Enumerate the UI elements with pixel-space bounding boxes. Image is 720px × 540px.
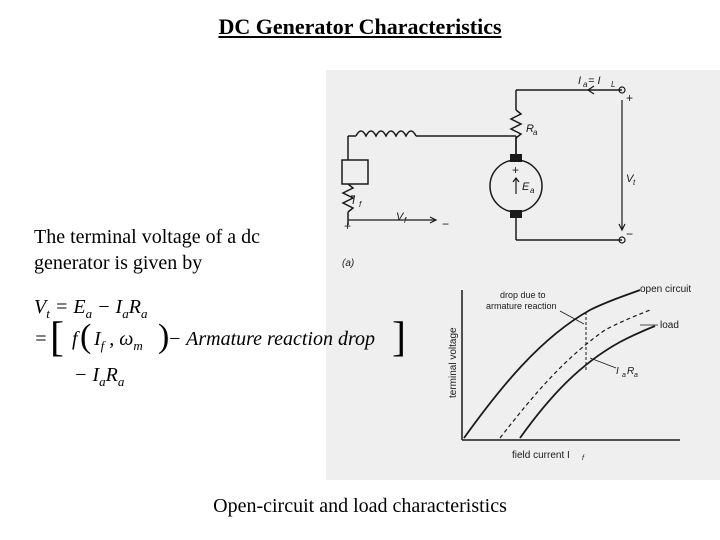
omega-symbol: , ω [109,328,134,350]
iara-label: I [616,366,619,377]
vt-sub: t [46,306,50,321]
label-ia: I [578,75,582,87]
label-vt-sub: t [633,178,636,187]
label-ra: R [526,123,534,135]
load-label: load [660,320,679,331]
x-axis-label-sub: f [582,455,584,462]
label-vf-sub: f [404,216,407,225]
armature-brush-bottom [510,210,522,218]
label-ia-sub: a [583,80,588,89]
plus-sign-field: + [344,219,352,233]
body-text: The terminal voltage of a dc generator is given by [34,226,261,274]
open-circuit-curve [464,290,640,438]
iara-sub1: a [622,372,626,379]
label-ra-sub: a [533,128,538,137]
left-paren: ( [80,318,92,355]
field-rheostat-box [342,160,368,184]
label-vt: V [626,173,634,185]
left-bracket: [ [50,315,64,361]
ra-sub: a [140,306,148,321]
ia-sub: a [122,306,129,321]
ia-symbol: − I [97,296,123,318]
figure-caption: Open-circuit and load characteristics [213,495,507,517]
plus-sign-terminal: + [626,91,634,105]
ra-symbol: R [128,296,141,318]
label-if: I [352,195,356,207]
plus-sign-armature: + [512,163,520,177]
label-ea-sub: a [530,186,535,195]
label-ea: E [522,181,530,193]
omega-sub: m [133,338,143,353]
formula-line-2 [34,328,48,351]
ia-sub-2: a [99,374,106,389]
ea-symbol: = E [54,296,86,318]
ra-symbol-2: R [105,364,118,386]
formula-line-2-args [94,328,143,354]
armature-reaction-drop: − Armature reaction drop [168,328,376,350]
x-axis-label: field current I [512,450,570,461]
panel-label-a: (a) [342,258,355,269]
ia-symbol-2: − I [74,364,100,386]
iara-r: R [627,366,635,377]
if-sub: f [100,338,105,353]
open-circuit-label: open circuit [640,284,692,295]
terminal-voltage-formula [30,292,410,392]
armature-reaction-label-2: armature reaction [486,301,557,311]
formula-line-3 [74,364,124,390]
label-il-sub: L [611,80,616,89]
vt-symbol: V [34,296,47,318]
armature-resistor [511,110,521,138]
minus-sign-field: − [442,217,450,231]
formula-line-2-body [72,328,78,351]
if-symbol: I [94,328,101,350]
slide-title: DC Generator Characteristics [218,14,502,39]
armature-reaction-label-1: drop due to [500,290,546,300]
right-paren: ) [158,318,170,355]
minus-sign-terminal: − [626,227,634,241]
ra-sub-2: a [117,374,125,389]
formula-line-2-tail [168,328,375,351]
field-coil [356,131,416,136]
characteristics-chart [440,278,720,470]
right-bracket: ] [392,315,406,361]
equals-sign: = [34,328,48,350]
generator-circuit-diagram [326,70,720,280]
label-if-sub: f [359,200,362,209]
f-symbol: f [72,328,78,350]
label-vf: V [396,211,404,223]
ea-sub: a [85,306,93,321]
y-axis-label: terminal voltage [448,327,459,398]
label-il: = I [588,75,601,87]
iara-sub2: a [634,372,638,379]
